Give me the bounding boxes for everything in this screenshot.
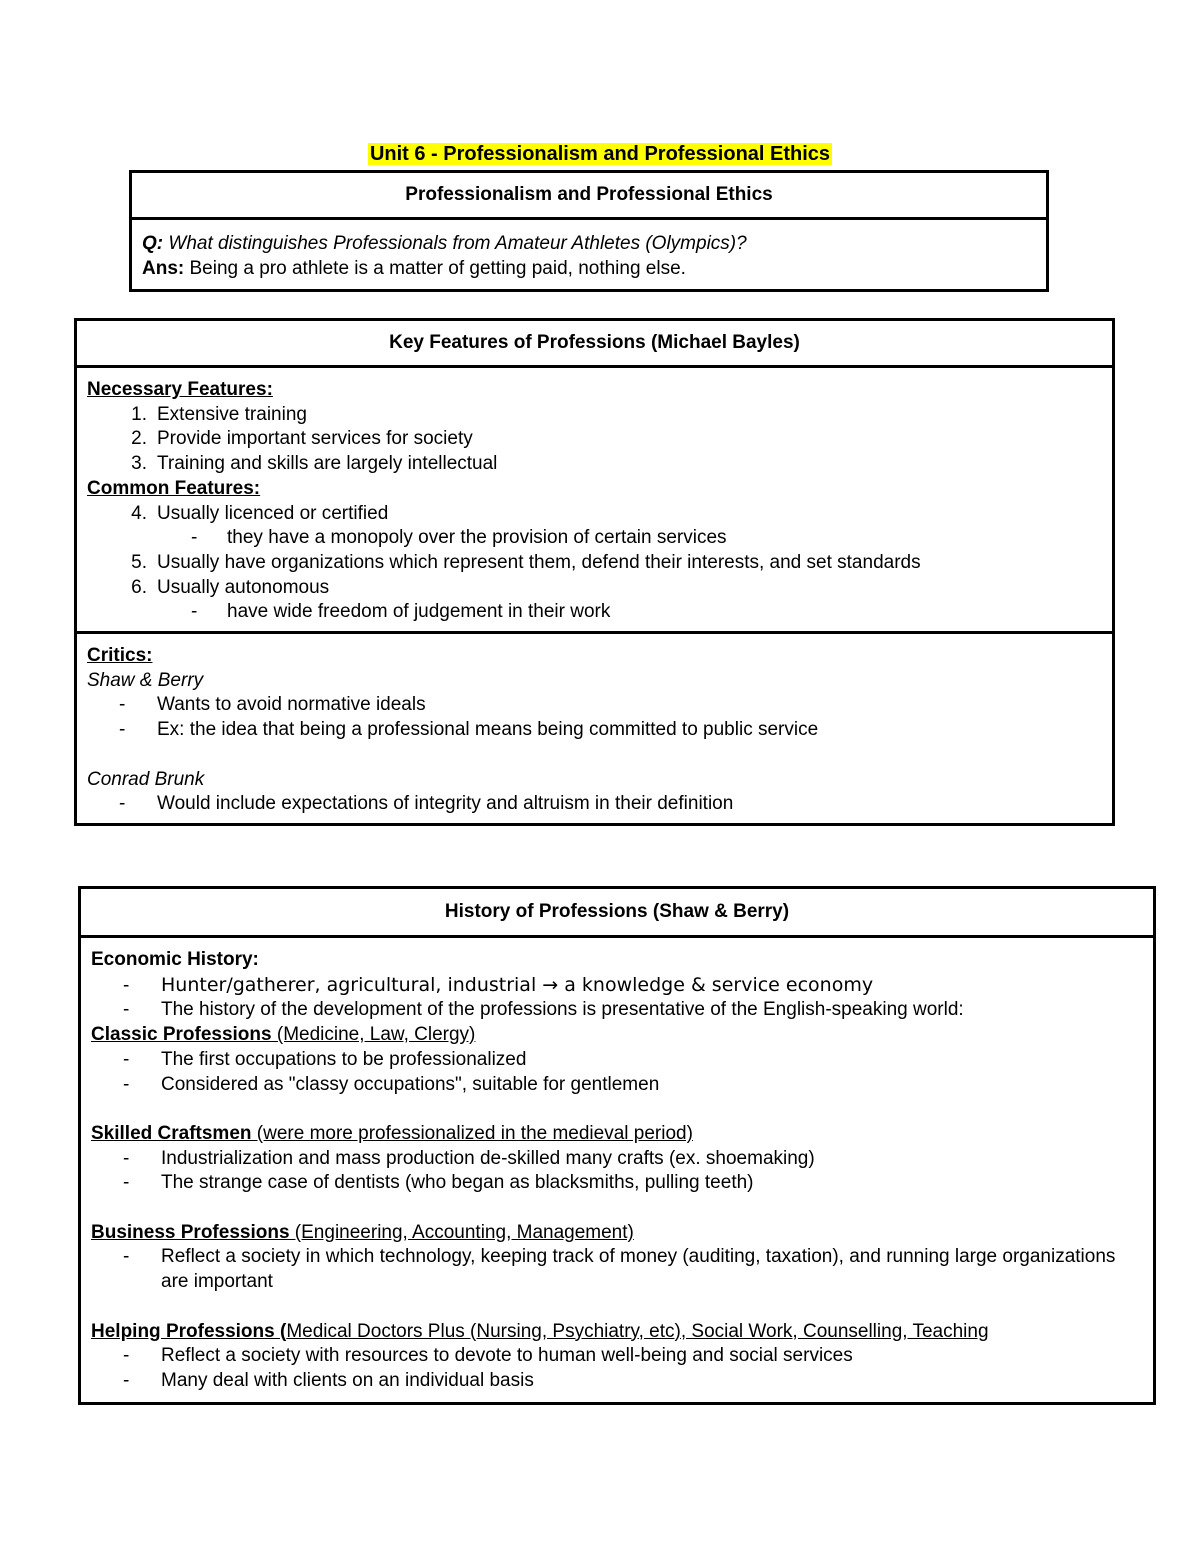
intro-table-header: Professionalism and Professional Ethics	[131, 172, 1048, 219]
list-item: 2. Provide important services for society	[131, 428, 473, 450]
history-body	[80, 937, 1155, 1404]
list-item: 5. Usually have organizations which represent them, defend their interests, and set standards	[131, 551, 921, 573]
list-item: - Considered as "classy occupations", suitable for gentlemen	[123, 1073, 660, 1095]
list-item: 1. Extensive training	[131, 403, 307, 425]
sub-list-item: - they have a monopoly over the provision of certain services	[191, 527, 727, 549]
answer-text: Being a pro athlete is a matter of getting paid, nothing else.	[184, 257, 686, 279]
question-label: Q:	[142, 233, 164, 254]
economic-heading: Economic History:	[91, 949, 259, 970]
classic-heading-line: Classic Professions (Medicine, Law, Clergy)	[91, 1024, 476, 1046]
list-item: 3. Training and skills are largely intellectual	[131, 453, 498, 475]
necessary-heading: Necessary Features:	[87, 379, 273, 400]
list-item: - The first occupations to be professionalized	[123, 1048, 527, 1070]
list-item: - Ex: the idea that being a professional means being committed to public service	[119, 719, 819, 741]
critics-body	[76, 633, 1114, 825]
list-item: - Many deal with clients on an individual basis	[123, 1369, 534, 1391]
list-item: - Reflect a society with resources to devote to human well-being and social services	[123, 1345, 853, 1367]
history-table	[78, 886, 1156, 1405]
question-line	[142, 232, 1036, 257]
helping-heading-line: Helping Professions (Medical Doctors Plus (Nursing, Psychiatry, etc), Social Work, Counselling, Teaching	[91, 1320, 989, 1342]
list-item: - The history of the development of the professions is presentative of the English-speaking world:	[123, 999, 964, 1021]
page-title: Unit 6 - Professionalism and Professional Ethics	[369, 143, 831, 165]
question-text: What distinguishes Professionals from Amateur Athletes (Olympics)?	[163, 233, 747, 254]
common-heading: Common Features:	[87, 477, 261, 499]
answer-label: Ans:	[142, 257, 185, 279]
list-item: 6. Usually autonomous	[131, 576, 330, 598]
intro-table-body	[131, 219, 1048, 291]
history-header: History of Professions (Shaw & Berry)	[80, 888, 1155, 937]
business-heading-line: Business Professions (Engineering, Accounting, Management)	[91, 1221, 634, 1243]
list-item: - Would include expectations of integrity and altruism in their definition	[119, 793, 734, 815]
page-title-wrap	[0, 142, 1200, 166]
intro-table	[129, 170, 1049, 292]
list-item: 4. Usually licenced or certified	[131, 502, 389, 524]
key-features-table	[74, 318, 1115, 826]
list-item: - Hunter/gatherer, agricultural, industrial → a knowledge & service economy	[123, 973, 874, 996]
list-item: - Reflect a society in which technology, keeping track of money (auditing, taxation), and running large organizations are important	[123, 1246, 1116, 1293]
critic-name: Conrad Brunk	[87, 768, 205, 790]
critics-heading: Critics:	[87, 645, 153, 667]
key-features-header: Key Features of Professions (Michael Bayles)	[76, 320, 1114, 367]
skilled-heading-line: Skilled Craftsmen (were more professionalized in the medieval period)	[91, 1122, 693, 1144]
list-item: - Wants to avoid normative ideals	[119, 694, 426, 716]
list-item: - The strange case of dentists (who began as blacksmiths, pulling teeth)	[123, 1172, 754, 1194]
list-item: - Industrialization and mass production de-skilled many crafts (ex. shoemaking)	[123, 1147, 815, 1169]
critic-name: Shaw & Berry	[87, 669, 204, 691]
answer-line	[142, 257, 1036, 282]
sub-list-item: - have wide freedom of judgement in their work	[191, 601, 611, 623]
key-features-body	[76, 367, 1114, 633]
